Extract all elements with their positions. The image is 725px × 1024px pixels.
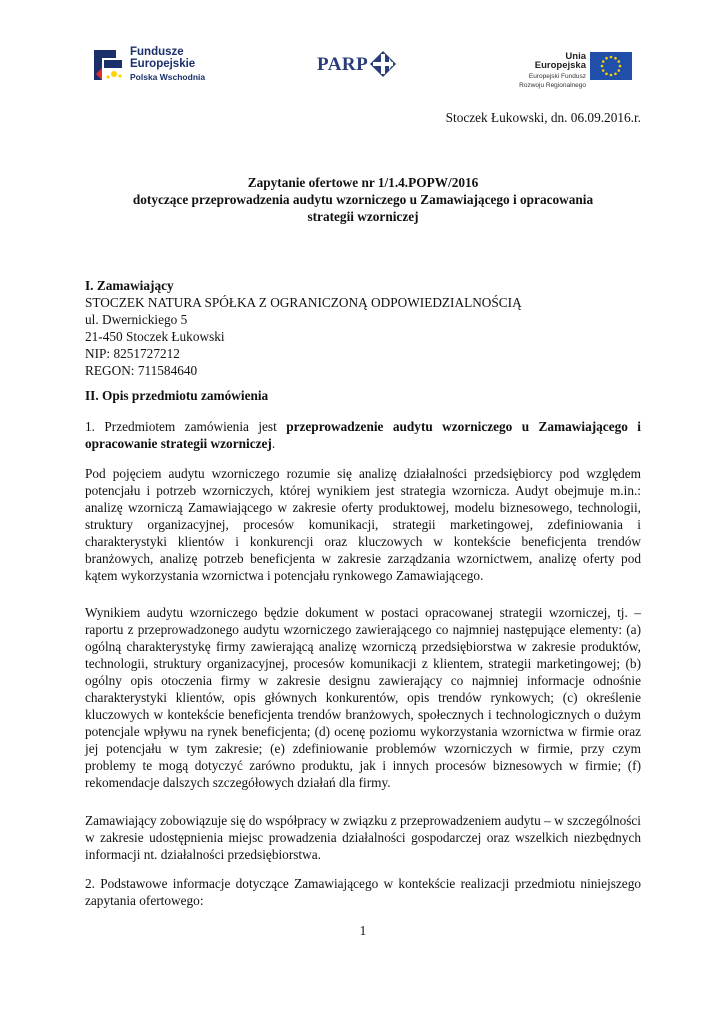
parp-logo-text: PARP — [317, 54, 369, 75]
ue-logo-line2: Europejski Fundusz — [528, 73, 586, 80]
title-line-1: Zapytanie ofertowe nr 1/1.4.POPW/2016 — [247, 175, 479, 190]
section1-company-name: STOCZEK NATURA SPÓŁKA Z OGRANICZONĄ ODPOWIEDZIALNOŚCIĄ — [85, 295, 522, 310]
section1-regon: REGON: 711584640 — [85, 363, 198, 378]
section1-nip: NIP: 8251727212 — [85, 346, 180, 361]
place-and-date: Stoczek Łukowski, dn. 06.09.2016.r. — [445, 110, 641, 125]
section2-paragraph-4: Zamawiający zobowiązuje się do współpracy w związku z przeprowadzeniem audytu – w szczególności w zakresie udostępnienia miejsc prowadzenia działalności gospodarczej oraz wszelkich niezbędnych informacji nt. działalności przedsiębiorstwa. — [85, 813, 641, 862]
title-line-3: strategii wzorniczej — [307, 209, 419, 224]
section1-city: 21-450 Stoczek Łukowski — [85, 329, 225, 344]
document-title — [85, 174, 641, 225]
section2-paragraph-1 — [85, 418, 641, 452]
parp-logo — [317, 54, 368, 76]
fe-logo-line3: Polska Wschodnia — [130, 72, 206, 82]
section1-street: ul. Dwernickiego 5 — [85, 312, 188, 327]
section2-paragraph-5: 2. Podstawowe informacje dotyczące Zamawiającego w kontekście realizacji przedmiotu niniejszego zapytania ofertowego: — [85, 876, 641, 908]
section2-paragraph-3: Wynikiem audytu wzorniczego będzie dokument w postaci opracowanej strategii wzorniczej, tj. – raportu z przeprowadzonego audytu wzorniczego zawierającego co najmniej następujące elementy: (a) ogólną charakterystykę firmy zawierającą analizę wzorniczą przedsiębiorstwa w zakresie produktów, technologii, struktury organizacyjnej, procesów komunikacji z klientem, strategii marketingowej; (b) ogólny opis otoczenia firmy w zakresie designu zawierający co najmniej informacje odnośnie charakterystyki klientów, opis głównych konkurentów, opis trendów rynkowych; (c) określenie kluczowych w kontekście beneficjenta trendów branżowych, społecznych i technologicznych o dużym potencjale wpływu na rynek beneficjenta; (d) ocenę poziomu wykorzystania wzornictwa w firmie oraz jej potencjału w tym zakresie; (e) zdefiniowanie problemów wzorniczych w firmie, przy czym problemy te mogą dotyczyć zarówno produktu, jak i innych procesów biznesowych w firmie; (f) rekomendacje dalszych szczegółowych działań dla firmy. — [85, 605, 641, 790]
fe-logo-line1: Fundusze — [130, 46, 184, 58]
section2-paragraph-2: Pod pojęciem audytu wzorniczego rozumie się analizę działalności przedsiębiorcy pod względem potencjału i potrzeb wzorniczych, której wynikiem jest strategia wzornicza. Audyt obejmuje m.in.: analizę wzorniczą Zamawiającego w zakresie oferty produktowej, modelu biznesowego, technologii, struktury organizacyjnej, procesów komunikacji, strategii marketingowej, zdefiniowania i charakterystyki klientów i konkurencji oraz kluczowych w kontekście beneficjenta trendów branżowych, analizę potrzeb beneficjenta w zakresie zarządzania wzornictwem, analizę oferty pod kątem wykorzystania wzornictwa i potencjału rynkowego Zamawiającego. — [85, 466, 641, 583]
p1-suffix: . — [271, 436, 276, 451]
fundusze-europejskie-emblem-icon — [92, 46, 126, 84]
ue-logo-line1: Unia Europejska — [534, 51, 586, 71]
p1-bold-subject: przeprowadzenie audytu wzorniczego u Zamawiającego i opracowanie strategii wzorniczej — [85, 419, 641, 451]
p1-prefix: 1. Przedmiotem zamówienia jest — [85, 419, 287, 434]
header-logos — [0, 40, 725, 95]
eu-flag-icon — [590, 52, 632, 80]
title-line-2: dotyczące przeprowadzenia audytu wzorniczego u Zamawiającego i opracowania — [132, 192, 594, 207]
fe-logo-line2: Europejskie — [130, 58, 196, 70]
section2-heading: II. Opis przedmiotu zamówienia — [85, 388, 269, 403]
section-zamawiajacy — [85, 277, 641, 379]
section1-heading: I. Zamawiający — [85, 278, 174, 293]
parp-emblem-icon — [369, 50, 397, 78]
page-number: 1 — [359, 923, 367, 938]
ue-logo-line3: Rozwoju Regionalnego — [519, 82, 586, 89]
